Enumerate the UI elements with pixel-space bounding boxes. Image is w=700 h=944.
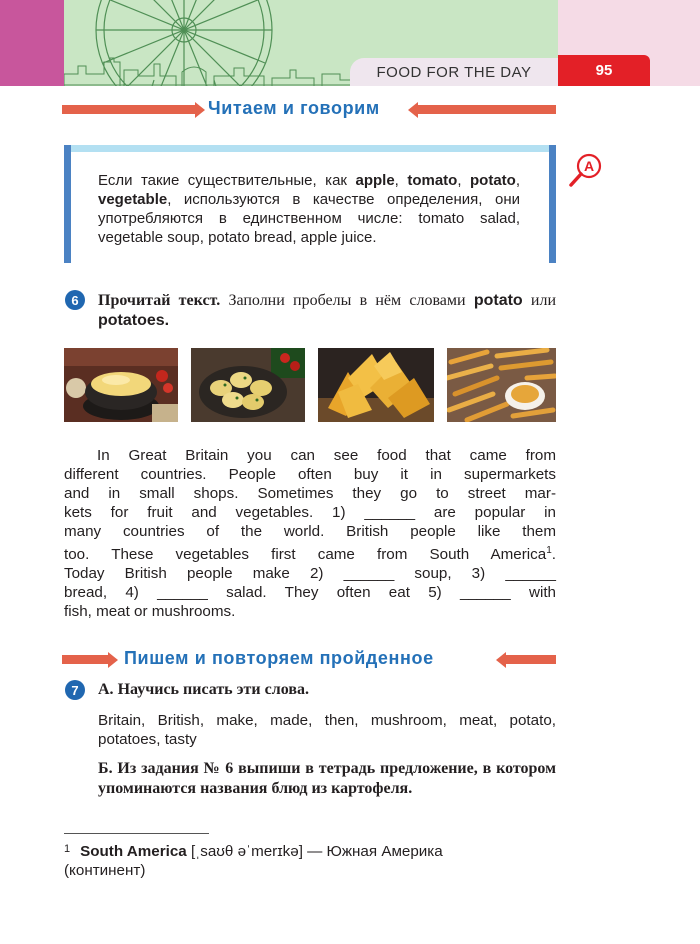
reading-line-with-footnote: too. These vegetables first came from South America$^1$. — [64, 545, 556, 564]
reading-line: fish, meat or mushrooms. — [64, 603, 236, 621]
potato-chips-photo — [318, 348, 434, 422]
footnote-divider — [64, 833, 209, 834]
mashed-potatoes-photo — [64, 348, 178, 422]
task6-instruction: Прочитай текст. Заполни пробелы в нём словами potato или potatoes. — [98, 292, 557, 329]
word-tomato: tomato — [407, 172, 458, 189]
chapter-title-bar — [350, 58, 558, 86]
page-number-tab — [558, 55, 650, 86]
section-title-write-review: Пишем и повторяем пройденное — [124, 648, 434, 668]
reading-line: kets for fruit and vegetables. 1) ______ are popular in — [64, 504, 556, 521]
marker-letter: A — [583, 158, 595, 174]
section-title-read-speak: Читаем и говорим — [208, 98, 380, 118]
footnote-note: (континент) — [64, 862, 146, 879]
page-number: 95 — [595, 62, 613, 79]
footnote-ref: 1 — [546, 545, 552, 556]
french-fries-photo — [447, 348, 556, 422]
section-banner-write-review — [62, 650, 556, 672]
reading-line: many countries of the world. British people like them — [64, 523, 556, 540]
word-potato: potato — [470, 172, 516, 189]
grammar-rule-text: Если такие существительные, как apple, tomato, potato, vegetable, используются в качестве определения, они употребляются в единственном числе: tomato salad, vegetable soup, potato bread, apple juice. — [98, 172, 521, 246]
footnote-term: South America — [80, 843, 187, 860]
reading-line: In Great Britain you can see food that came from — [97, 447, 556, 464]
task7-part-b: Б. Из задания № 6 выпиши в тетрадь предложение, в котором упоминаются названия блюд из картофеля. — [98, 760, 556, 797]
task-number-6: 6 — [65, 290, 85, 310]
reading-line: bread, 4) ______ salad. They often eat 5) ______ with — [64, 584, 556, 602]
reading-text — [64, 446, 556, 621]
reading-line: and in small shops. Sometimes they go to street mar- — [64, 485, 556, 502]
section-banner-read-speak — [62, 100, 556, 122]
reading-line: Today British people make 2) ______ soup, 3) ______ — [64, 565, 556, 583]
task-number-7: 7 — [65, 680, 85, 700]
footnote-transcription: [ˌsaʊθ əˈmerɪkə] — Южная Америка — [186, 843, 443, 860]
header-pink-block — [0, 0, 64, 86]
task7-part-a: А. Научись писать эти слова. — [98, 681, 309, 698]
word-vegetable: vegetable — [98, 191, 168, 208]
footnote-mark: 1 — [64, 843, 71, 855]
task7-word-list: Britain, British, make, made, then, mushroom, meat, potato, potatoes, tasty — [98, 712, 556, 748]
magnifier-icon — [568, 153, 602, 189]
boiled-potatoes-photo — [191, 348, 305, 422]
chapter-title: FOOD FOR THE DAY — [376, 63, 532, 81]
word-apple: apple — [355, 172, 395, 189]
footnote — [64, 842, 556, 880]
reading-line: different countries. People often buy it in supermarkets — [64, 466, 556, 483]
